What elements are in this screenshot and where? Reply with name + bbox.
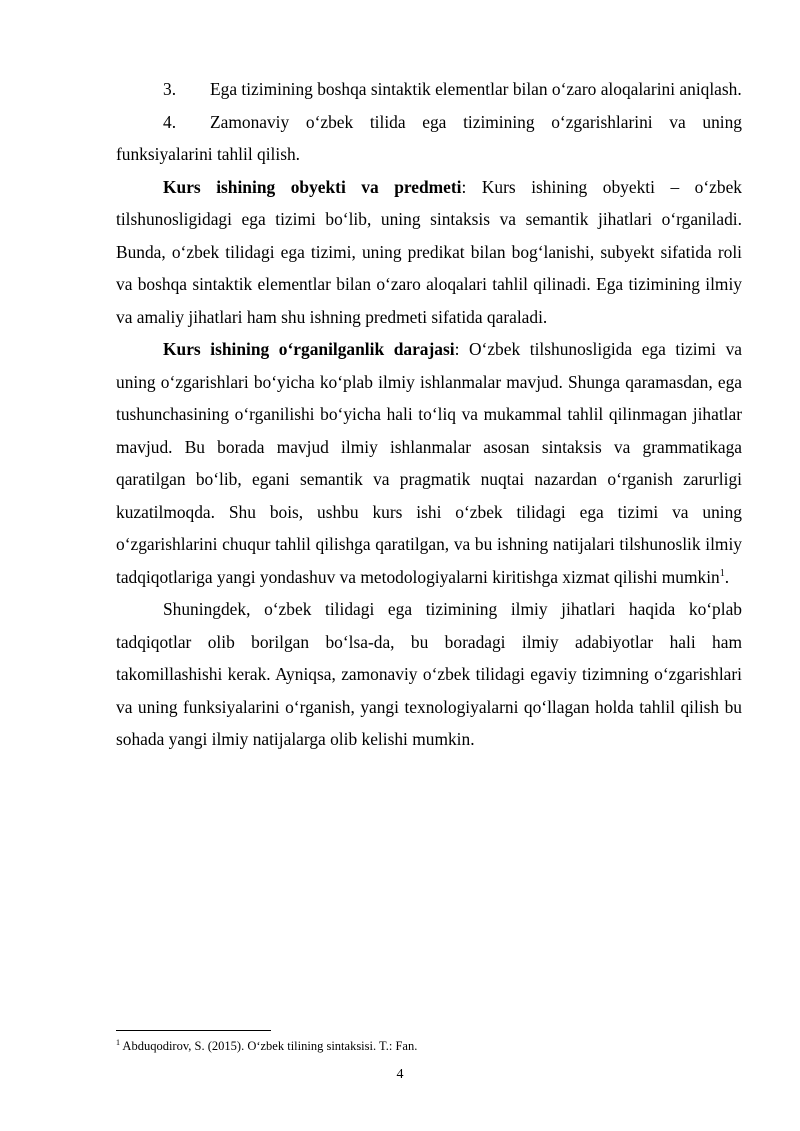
list-number: 4. [163,111,177,132]
paragraph-text: : Kurs ishining obyekti – o‘zbek tilshunosligidagi ega tizimi bo‘lib, uning sintaksis va semantik jihatlari o‘rganiladi. Bunda, o‘zbek tilidagi ega tizimi, uning predikat bilan bog‘lanishi, subyekt sifatida roli va boshqa sintaktik elementlar bilan o‘zaro aloqalari tahlil qilinadi. Ega tizimining ilmiy va amaliy jihatlari ham shu ishning predmeti sifatida qaraladi. [116,176,742,327]
footnote-number: 1 [116,1037,120,1047]
list-text: Zamonaviy o‘zbek tilida ega tizimining o‘zgarishlarini va uning funksiyalarini tahlil qilish. [116,111,742,164]
paragraph-heading: Kurs ishining obyekti va predmeti [163,176,462,197]
paragraph-additional [116,593,742,756]
list-item-4 [116,106,742,171]
list-text: Ega tizimining boshqa sintaktik elementlar bilan o‘zaro aloqalarini aniqlash. [210,79,742,99]
footnote [116,1038,742,1054]
paragraph-object-subject [116,171,742,334]
page-number: 4 [396,1067,404,1082]
paragraph-heading: Kurs ishining o‘rganilganlik darajasi [163,339,455,359]
footnote-separator [116,1030,271,1031]
list-number: 3. [163,79,177,99]
paragraph-study-level [116,333,742,593]
body-text [116,73,742,756]
list-item-3 [116,73,742,106]
footnote-reference[interactable]: 1 [719,567,725,579]
footnote-text: Abduqodirov, S. (2015). O‘zbek tilining sintaksisi. T.: Fan. [120,1039,418,1053]
paragraph-text: Shuningdek, o‘zbek tilidagi ega tizimining ilmiy jihatlari haqida ko‘plab tadqiqotlar olib borilgan bo‘lsa-da, bu boradagi ilmiy adabiyotlar hali ham takomillashishi kerak. Ayniqsa, zamonaviy o‘zbek tilidagi egaviy tizimning o‘zgarishlari va uning funksiyalarini o‘rganish, yangi texnologiyalarni qo‘llagan holda tahlil qilish bu sohada yangi ilmiy natijalarga olib kelishi mumkin. [116,599,742,749]
paragraph-text: : O‘zbek tilshunosligida ega tizimi va uning o‘zgarishlari bo‘yicha ko‘plab ilmiy ishlanmalar mavjud. Shunga qaramasdan, ega tushunchasining o‘rganilishi bo‘yicha hali to‘liq va mukammal tahlil qilinmagan jihatlar mavjud. Bu borada mavjud ilmiy ishlanmalar asosan sintaksis va grammatikaga qaratilgan bo‘lib, egani semantik va pragmatik nuqtai nazardan o‘rganish zarurligi kuzatilmoqda. Shu bois, ushbu kurs ishi o‘zbek tilidagi ega tizimi va uning o‘zgarishlarini chuqur tahlil qilishga qaratilgan, va bu ishning natijalari tilshunoslik ilmiy tadqiqotlariga yangi yondashuv va metodologiyalarni kiritishga xizmat qilishi mumkin [116,339,742,587]
paragraph-end: . [724,566,730,587]
